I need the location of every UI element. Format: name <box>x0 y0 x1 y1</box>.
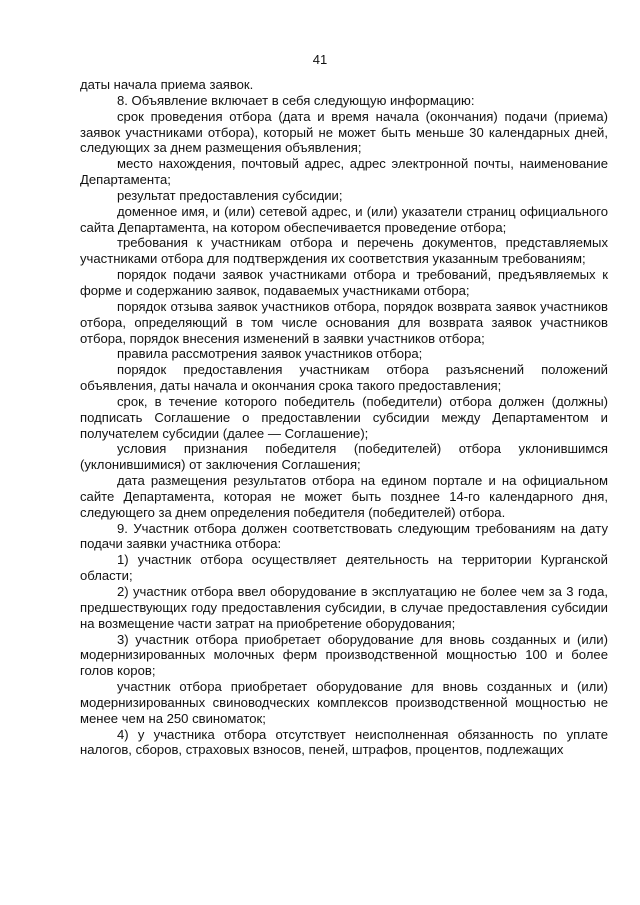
paragraph: 9. Участник отбора должен соответствовать следующим требованиям на дату подачи заявки участника отбора: <box>80 520 608 552</box>
paragraph: 3) участник отбора приобретает оборудование для вновь созданных и (или) модернизированных молочных ферм производственной мощностью 100 и более голов коров; <box>80 631 608 679</box>
paragraph: условия признания победителя (победителей) отбора уклонившимся (уклонившимися) от заключения Соглашения; <box>80 441 608 473</box>
paragraph: результат предоставления субсидии; <box>117 187 343 203</box>
paragraph: порядок подачи заявок участниками отбора и требований, предъявляемых к форме и содержанию заявок, подаваемых участниками отбора; <box>80 267 608 298</box>
paragraph: 4) у участника отбора отсутствует неисполненная обязанность по уплате налогов, сборов, страховых взносов, пеней, штрафов, процентов, подлежащих <box>80 726 608 758</box>
document-body <box>80 77 608 758</box>
paragraph: место нахождения, почтовый адрес, адрес электронной почты, наименование Департамента; <box>80 156 608 188</box>
paragraph: срок проведения отбора (дата и время начала (окончания) подачи (приема) заявок участниками отбора), который не может быть меньше 30 календарных дней, следующих за днем размещения объявления; <box>80 108 608 156</box>
paragraph: требования к участникам отбора и перечень документов, представляемых участниками отбора для подтверждения их соответствия указанным требованиям; <box>80 235 608 267</box>
paragraph: дата размещения результатов отбора на едином портале и на официальном сайте Департамента, которая не может быть позднее 14-го календарного дня, следующего за днем определения победителя (победителей) отбора. <box>80 473 608 520</box>
paragraph: участник отбора приобретает оборудование для вновь созданных и (или) модернизированных свиноводческих комплексов производственной мощностью не менее чем на 250 свиноматок; <box>80 679 608 726</box>
page-number: 41 <box>312 52 328 67</box>
paragraph: доменное имя, и (или) сетевой адрес, и (или) указатели страниц официального сайта Департамента, на котором обеспечивается проведение отбора; <box>80 203 608 235</box>
paragraph: 1) участник отбора осуществляет деятельность на территории Курганской области; <box>80 552 608 584</box>
paragraph: срок, в течение которого победитель (победители) отбора должен (должны) подписать Соглашение о предоставлении субсидии между Департаментом и получателем субсидии (далее — Соглашение); <box>80 393 608 441</box>
paragraph: порядок отзыва заявок участников отбора, порядок возврата заявок участников отбора, определяющий в том числе основания для возврата заявок участников отбора, порядок внесения изменений в заявки участников отбора; <box>80 298 608 346</box>
paragraph: даты начала приема заявок. <box>80 77 254 92</box>
paragraph: правила рассмотрения заявок участников отбора; <box>117 346 423 362</box>
paragraph: 2) участник отбора ввел оборудование в эксплуатацию не более чем за 3 года, предшествующих году предоставления субсидии, в случае предоставления субсидии на возмещение части затрат на приобретение оборудования; <box>80 584 608 631</box>
paragraph: порядок предоставления участникам отбора разъяснений положений объявления, даты начала и окончания срока такого предоставления; <box>80 362 608 394</box>
paragraph: 8. Объявление включает в себя следующую информацию: <box>117 92 475 108</box>
